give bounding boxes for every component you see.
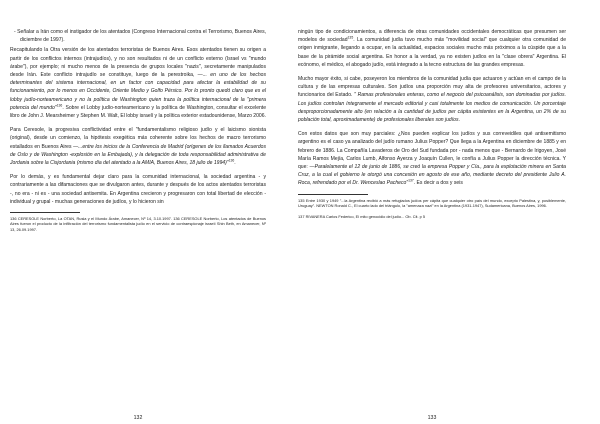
footnote-ref: 137: [408, 178, 414, 183]
quote-text: " Ramas profesionales enteras, como el negocio del psicoanálisis, son dominadas por judíos. Los judíos controlan íntegramente el mercado editorial y casi totalmente los medios de comunicación. Un porcentaje desproporcionadamente alto (en relación a la cantidad de judíos per cápita existentes en la Argentina, un 2% de su población total, aproximadamente) de profesionales liberales son judíos: [298, 92, 566, 124]
paragraph: [10, 126, 266, 167]
paragraph: Por lo demás, y es fundamental dejar claro para la comunidad internacional, la sociedad argentina - y contrariamente a las difamaciones que se divulgaron antes, durante y después de los actos atentados terroristas -, no era - ni es - una sociedad antisemita. En Argentina crecieron y progresaron con total libertad de elección - individual y grupal - muchas generaciones de judíos, y lo hicieron sin: [10, 174, 266, 205]
footnote-divider: [298, 194, 368, 195]
footnote-ref: 136: [228, 158, 235, 163]
paragraph-text: .: [458, 117, 460, 124]
paragraph-text: ningún tipo de condicionamientos, a diferencia de otras comunidades occidentales democráticas que presumen ser modelos de sociedad: [298, 29, 566, 44]
paragraph: [10, 46, 266, 120]
footnote: 136 CERESOLE Norberto, La OTAN, Rusia y el Mundo Árabe, Amanecer, Nº 14, 3.10.1997. 136 CERESOLE Norberto, Los atentados de Buenos Aires fueron el producto de la infiltración del terrorismo fundamentalista judío en el servicio de contraespionaje israelí Shin Beth, en Amanecer, Nº 13, 26.09.1997.: [10, 216, 266, 232]
footnote: 135 Entre 1930 y 1949 "...la Argentina recibió a más refugiados judíos per cápita que cualquier otro país del mundo, excepto Palestina, y, posiblemente, Uruguay". NEWTON Ronald C., El cuarto lado del triángulo, la "amenaza nazi" en la Argentina (1931-1947), Sudamericana, Buenos Aires, 1996.: [298, 197, 566, 209]
paragraph: [298, 75, 566, 124]
bullet-item: - Señalar a Irán como el instigador de los atentados (Congreso Internacional contra el Terrorismo, Buenos Aires, diciembre de 1997).: [14, 29, 266, 44]
paragraph-text: Con estos datos que son muy parciales: ¿Nos pueden explicar los judíos y sus correveidiles qué antisemitismo argentino es el caso ya analizado del judío rumano Julius Popper? Que llega a la Argentina en diciembre de 1885 y en febrero de 1886. La Compañía Lavaderos de Oro del Sud fundada por - nada menos que - Bernardo de Irigoyen, José María Ramos Mejía, Carlos Lumb, Alfonso Ayerza y Joaquín Cullen, le confía a Julius Popper la dirección técnica. Y que:: [298, 131, 566, 171]
paragraph-text: Recapitulando la Otra versión de los atentados terroristas de Buenos Aires. Esos atentados tienen su origen a partir de los conflictos internos (intrajudíos), y no son resultados ni de un conflicto externo (Israel vs "mundo árabe"), por ejemplo; ni mucho menos de la presencia de grupos locales "nazis", secretamente manipulados desde Irán. Este conflicto intrajudío se constituye, luego de la perestroika,: [10, 47, 266, 79]
footnote-ref: 135: [347, 35, 354, 40]
paragraph: [298, 130, 566, 187]
page-number: 133: [427, 414, 437, 421]
paragraph-text: . Es decir a dos y seis: [413, 180, 463, 187]
paragraph-text: .: [234, 160, 236, 167]
page-number: 132: [133, 414, 143, 421]
quote-text: —...entre los inicios de la Conferencia de Madrid (orígenes de los llamados Acuerdos de Oslo y de Washington -explosión en la Embajada), y la delegación de toda responsabilidad administrativa de Jordania sobre la Cisjordania (mismo día del atentado a la AMIA, Buenos Aires, 18 julio de 1994)": [10, 143, 266, 167]
right-page: [298, 28, 566, 420]
footnote: 137 RIVANERA Carlos Federico, El mito genocidio del judío... Ob. Cit. p 5: [298, 214, 426, 220]
footnote-ref: 136: [56, 103, 63, 108]
paragraph-text: . Sobre el Lobby judío-norteamericano y la política de Washington, consultar el excelente libro de John J. Mearsheimer y Stephen M. Walt, El lobby israelí y la política exterior estadounidense, Marzo 2006.: [10, 104, 267, 120]
paragraph-text: . La comunidad judía tuvo mucho más "movilidad social" que cualquier otra comunidad de origen inmigrante, llegando a ocupar, en la actualidad, espacios sociales mucho más próximos a la cúspide que a la base de la pirámide social argentina. En honor a la verdad, ya no existen judíos en la "clase obrera" Argentina. El ecónomo, el médico, el abogado judío, está integrado a la tecno estructura de las grandes empresas.: [298, 37, 566, 68]
left-page: [10, 28, 266, 420]
quote-text: —... en uno de los hechos determinantes del sistema internacional, en un factor con capacidad para afectar la estabilidad de su funcionamiento, por lo menos en Occidente, Oriente Medio y Golfo Pérsico. Por lo pronto quedó claro que es el lobby judío-norteamericano y no la política de Washington quien traza la política internacional de la "primera potencia del mundo": [10, 72, 266, 111]
paragraph-text: Mucho mayor éxito, si cabe, poseyeron los miembros de la comunidad judía que actuaron y actúan en el campo de la cultura y de las empresas culturales. Son judíos una proporción muy alta de profesores universitarios, actores y funcionarios del Estado.: [298, 76, 566, 99]
paragraph-text: Para Ceresole, la progresiva conflictividad entre el "fundamentalismo religioso judío y el laicismo sionista (original), desde un comienzo, la hipótesis exegética más coherente sobre los hechos de macro terrorismo estallados en Buenos Aires: [10, 127, 266, 150]
paragraph: [298, 28, 566, 69]
footnote-divider: [10, 212, 80, 213]
quote-text: —Paralelamente el 12 de junio de 1886, se creó la empresa Popper y Cía., para la explotación minera en Santa Cruz, a la cual el gobierno le otorgó una concesión en agosto de ese año, mediante decreto del presidente Julio A. Roca, refrendado por el Dr. Wenceslao Pacheco": [298, 164, 566, 187]
